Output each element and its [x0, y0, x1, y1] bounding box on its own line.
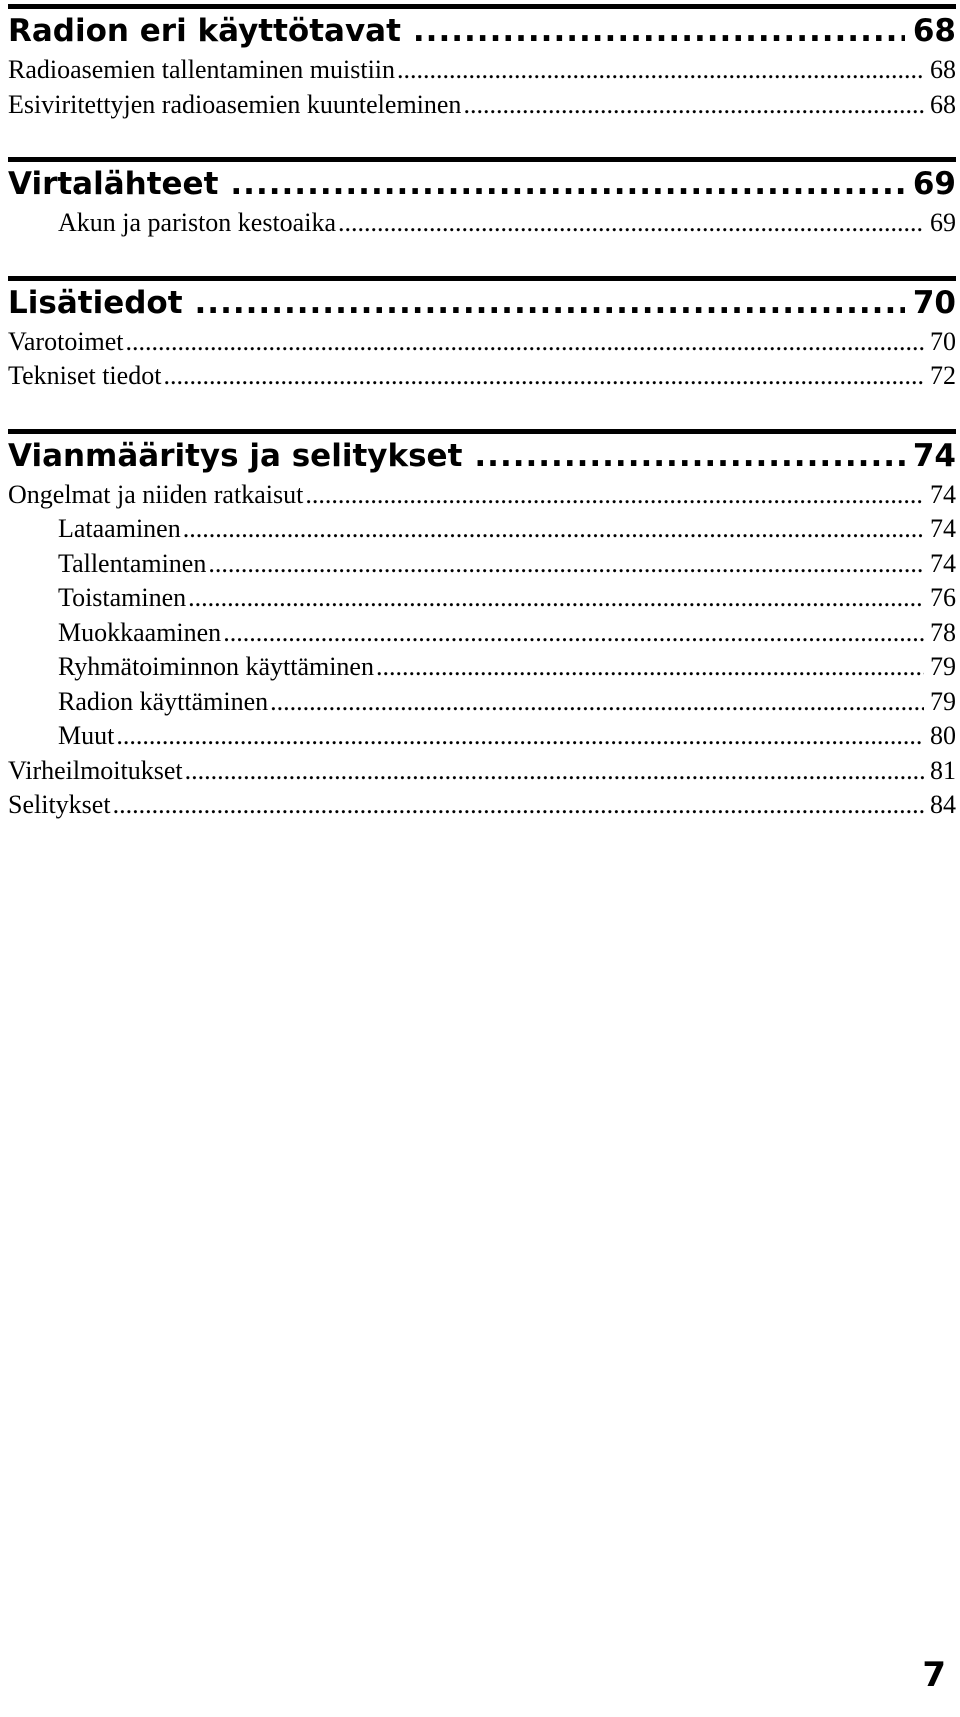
toc-entry-label: Esiviritettyjen radioasemien kuunteleminen [8, 89, 462, 119]
toc-entry[interactable] [8, 788, 956, 823]
dot-leader [474, 434, 904, 478]
toc-entry-label: Ryhmätoiminnon käyttäminen [58, 652, 374, 681]
toc-entry-label: Radion käyttäminen [58, 686, 269, 716]
dot-leader [126, 325, 924, 360]
toc-entry-label: Lataaminen [58, 514, 181, 543]
toc-heading[interactable] [8, 434, 956, 478]
dot-leader [413, 9, 905, 53]
toc-entry-label: Akun ja pariston kestoaika [58, 208, 336, 237]
dot-leader [376, 650, 924, 685]
toc-entry-label: Varotoimet [8, 326, 124, 356]
dot-leader [305, 478, 924, 513]
toc-section-lisatiedot [8, 276, 956, 394]
toc-entry[interactable] [8, 650, 956, 685]
toc-entry[interactable] [8, 478, 956, 513]
toc-entry-page: 70 [930, 326, 956, 356]
toc-entry[interactable] [8, 325, 956, 360]
dot-leader [223, 616, 924, 651]
toc-entry-page: 78 [930, 617, 956, 647]
toc-entry[interactable] [8, 754, 956, 789]
toc-entry-page: 68 [930, 89, 956, 119]
toc-entry-label: Radioasemien tallentaminen muistiin [8, 55, 396, 84]
dot-leader [397, 53, 924, 88]
toc-entry-page: 74 [930, 548, 956, 578]
toc-section-virtalahteet [8, 157, 956, 241]
toc-entry-page: 72 [930, 361, 956, 390]
toc-entry-page: 68 [930, 55, 956, 84]
toc-entry-page: 81 [930, 755, 956, 785]
toc-entry[interactable] [8, 53, 956, 88]
toc-entry[interactable] [8, 359, 956, 394]
toc-entry-page: 69 [930, 208, 956, 237]
toc-entry[interactable] [8, 512, 956, 547]
toc-section-vianmaaritys [8, 429, 956, 823]
toc-entry-page: 79 [930, 652, 956, 681]
toc-entry[interactable] [8, 547, 956, 582]
toc-entry-page: 84 [930, 790, 956, 819]
toc-entry-page: 74 [930, 479, 956, 509]
dot-leader [116, 719, 924, 754]
toc-heading-page: 68 [912, 13, 956, 49]
dot-leader [195, 281, 905, 325]
dot-leader [270, 685, 924, 720]
dot-leader [185, 754, 924, 789]
toc-entry-label: Muut [58, 721, 115, 750]
toc-entry[interactable] [8, 581, 956, 616]
toc-entry-page: 79 [930, 686, 956, 716]
toc-heading[interactable] [8, 162, 956, 206]
toc-heading-label: Radion eri käyttötavat [8, 13, 401, 49]
toc-heading-page: 69 [912, 166, 956, 202]
toc-entry-label: Virheilmoitukset [8, 755, 183, 785]
dot-leader [463, 88, 924, 123]
toc-heading-label: Vianmääritys ja selitykset [8, 437, 463, 474]
page-number: 7 [922, 1655, 946, 1695]
dot-leader [188, 581, 924, 616]
dot-leader [113, 788, 924, 823]
toc-heading-page: 74 [912, 437, 956, 474]
toc-entry-label: Ongelmat ja niiden ratkaisut [8, 479, 304, 509]
toc-section-radion-eri-kayttotavat [8, 4, 956, 122]
toc-entry-label: Tallentaminen [58, 548, 207, 578]
toc-heading[interactable] [8, 9, 956, 53]
toc-entry-label: Tekniset tiedot [8, 361, 162, 390]
dot-leader [338, 206, 924, 241]
toc-entry-label: Muokkaaminen [58, 617, 222, 647]
toc-entry-label: Toistaminen [58, 583, 187, 612]
toc-entry[interactable] [8, 206, 956, 241]
dot-leader [183, 512, 924, 547]
toc-heading[interactable] [8, 281, 956, 325]
dot-leader [208, 547, 924, 582]
dot-leader [163, 359, 924, 394]
toc-entry[interactable] [8, 719, 956, 754]
toc-heading-label: Lisätiedot [8, 284, 183, 321]
dot-leader [230, 162, 904, 206]
table-of-contents [8, 0, 956, 823]
toc-entry[interactable] [8, 685, 956, 720]
toc-entry-page: 80 [930, 721, 956, 750]
toc-entry-label: Selitykset [8, 790, 111, 819]
toc-heading-page: 70 [912, 284, 956, 321]
toc-entry[interactable] [8, 616, 956, 651]
toc-entry-page: 74 [930, 514, 956, 543]
toc-heading-label: Virtalähteet [8, 166, 219, 202]
toc-entry[interactable] [8, 88, 956, 123]
toc-entry-page: 76 [930, 583, 956, 612]
